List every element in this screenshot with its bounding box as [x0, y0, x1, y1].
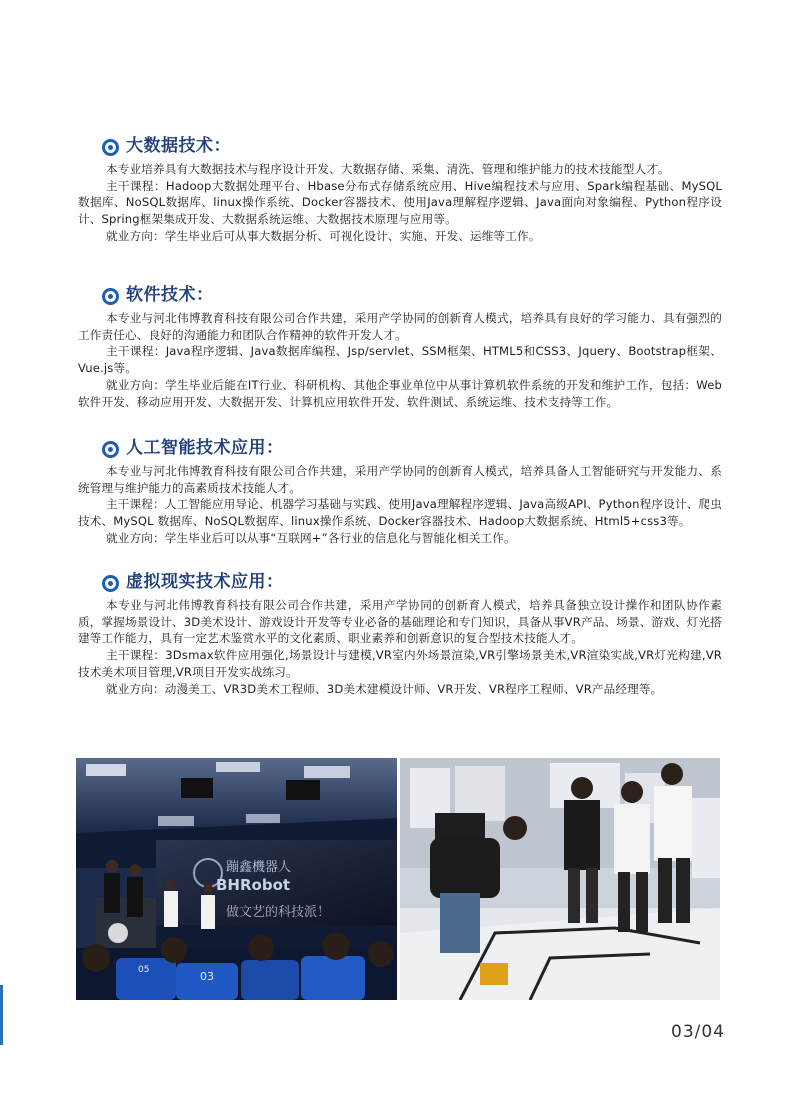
section-vr	[78, 571, 722, 697]
bullet-circle-icon	[102, 288, 119, 305]
intro-paragraph: 本专业与河北伟博教育科技有限公司合作共建，采用产学协同的创新育人模式，培养具备独立设计操作和团队协作素质，掌握场景设计、3D美术设计、游戏设计开发等专业必备的基础理论和专门知识，具备从事VR产品、场景、游戏、灯光搭建等工作能力，具有一定艺术鉴赏水平的文化素质、职业素养和创新意识的复合型技术技能人才。	[78, 598, 722, 646]
section-title: 大数据技术：	[126, 136, 231, 156]
section-title: 软件技术：	[126, 285, 214, 305]
bullet-circle-icon	[102, 139, 119, 156]
intro-paragraph: 本专业培养具有大数据技术与程序设计开发、大数据存储、采集、清洗、管理和维护能力的技术技能型人才。	[106, 162, 670, 176]
photo-auditorium-stage	[76, 758, 397, 1000]
screen-logo-english: BHRobot	[216, 876, 291, 894]
page-edge-accent	[0, 985, 3, 1045]
career-paragraph: 就业方向：学生毕业后可从事大数据分析、可视化设计、实施、开发、运维等工作。	[106, 228, 541, 243]
intro-paragraph: 本专业与河北伟博教育科技有限公司合作共建，采用产学协同的创新育人模式，培养具有良好的学习能力、具有强烈的工作责任心、良好的沟通能力和团队合作精神的软件开发人才。	[78, 311, 722, 342]
career-paragraph: 就业方向：学生毕业后可以从事“互联网+”各行业的信息化与智能化相关工作。	[106, 530, 516, 545]
courses-paragraph: 主干课程：Java程序逻辑、Java数据库编程、Jsp/servlet、SSM框架、HTML5和CSS3、Jquery、Bootstrap框架、Vue.js等。	[78, 344, 722, 376]
courses-paragraph: 主干课程：3Dsmax软件应用强化,场景设计与建模,VR室内外场景渲染,VR引擎场景美术,VR渲染实战,VR灯光构建,VR技术美术项目管理,VR项目开发实战练习。	[78, 648, 722, 679]
section-software	[78, 284, 722, 410]
page-number: 03/04	[671, 1022, 725, 1042]
career-paragraph: 就业方向：学生毕业后能在IT行业、科研机构、其他企事业单位中从事计算机软件系统的开发和维护工作，包括：Web软件开发、移动应用开发、大数据开发、计算机应用软件开发、软件测试、系统运维、技术支持等工作。	[78, 377, 722, 409]
section-heading	[78, 437, 722, 463]
seat-number-05: 05	[138, 965, 150, 975]
courses-paragraph: 主干课程：Hadoop大数据处理平台、Hbase分布式存储系统应用、Hive编程技术与应用、Spark编程基础、MySQL数据库、NoSQL数据库、linux操作系统、Docker容器技术、使用Java理解程序逻辑、Java面向对象编程、Python程序设计、Spring框架集成开发、大数据系统运维、大数据技术原理与应用等。	[78, 178, 722, 227]
bullet-circle-icon	[102, 575, 119, 592]
section-title: 人工智能技术应用：	[126, 438, 284, 458]
intro-paragraph: 本专业与河北伟博教育科技有限公司合作共建，采用产学协同的创新育人模式，培养具备人工智能研究与开发能力、系统管理与维护能力的高素质技术技能人才。	[78, 464, 722, 495]
section-heading	[78, 284, 722, 310]
career-paragraph: 就业方向：动漫美工、VR3D美术工程师、3D美术建模设计师、VR开发、VR程序工程师、VR产品经理等。	[106, 681, 663, 696]
section-heading	[78, 135, 722, 161]
photo-auditorium-illustration	[76, 758, 397, 1000]
section-title: 虚拟现实技术应用：	[126, 572, 284, 592]
photo-competition-illustration	[400, 758, 720, 1000]
photo-robot-competition	[400, 758, 720, 1000]
bullet-circle-icon	[102, 441, 119, 458]
section-big-data	[78, 135, 722, 245]
screen-slogan: 做文艺的科技派！	[226, 905, 331, 920]
section-ai	[78, 437, 722, 547]
screen-logo-chinese: 蹦鑫機器人	[226, 860, 292, 875]
section-heading	[78, 571, 722, 597]
seat-number-03: 03	[200, 970, 214, 983]
courses-paragraph: 主干课程：人工智能应用导论、机器学习基础与实践、使用Java理解程序逻辑、Java高级API、Python程序设计、爬虫技术、MySQL 数据库、NoSQL数据库、linux操作系统、Docker容器技术、Hadoop大数据系统、Html5+css3等。	[78, 497, 722, 529]
